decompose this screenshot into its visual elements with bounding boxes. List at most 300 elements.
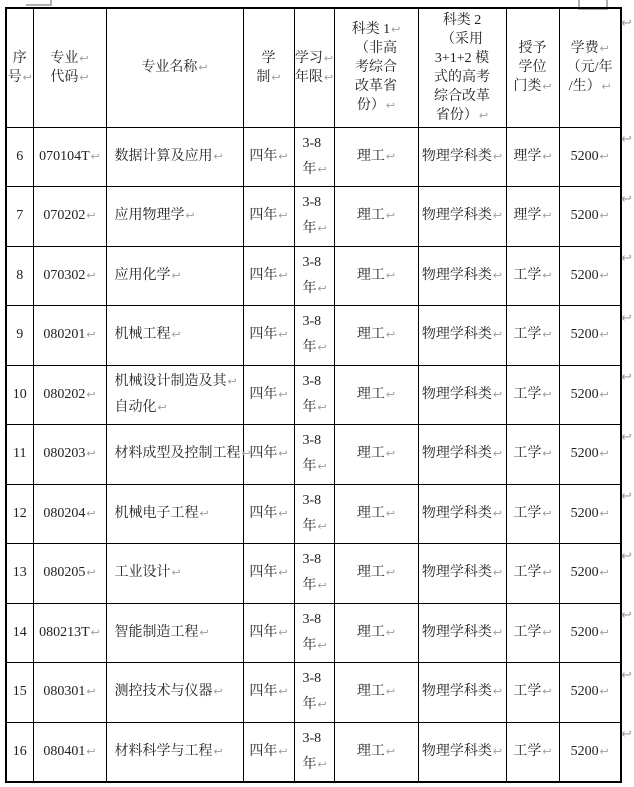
cell-cat2-line: [419, 620, 506, 646]
cell-cat2: [418, 246, 506, 306]
end-of-row-mark-icon: ↩: [621, 608, 632, 623]
header-cat1-text: （非高: [355, 41, 397, 57]
cell-years-line: [303, 514, 334, 540]
cell-length-text: 四年: [249, 267, 278, 283]
cell-years-text: 年: [302, 280, 317, 296]
cell-cat2-line: [419, 322, 506, 348]
cell-years-text: 3-8: [302, 611, 322, 627]
cell-cat2-line: [419, 382, 506, 408]
header-num-text: 序: [12, 50, 27, 66]
paragraph-mark-icon: ↩: [271, 70, 281, 84]
cell-code-line: [34, 203, 106, 229]
cell-cat1-text: 理工: [356, 386, 385, 402]
cell-cat1-text: 理工: [356, 446, 385, 462]
cell-num-text: 7: [16, 208, 24, 224]
cell-code: [33, 663, 106, 723]
cell-num: [6, 544, 33, 604]
cell-degree-text: 工学: [513, 565, 542, 581]
cell-fee: [559, 544, 621, 604]
cell-name: [106, 603, 243, 663]
cell-length-text: 四年: [249, 386, 278, 402]
paragraph-mark-icon: ↩: [90, 625, 100, 639]
header-cat2-text: 省份）: [435, 107, 478, 123]
cell-length-line: [244, 263, 294, 289]
cell-fee: [559, 484, 621, 544]
cell-fee-text: 5200: [570, 684, 599, 700]
paragraph-mark-icon: ↩: [86, 566, 96, 580]
header-cat2-text: 综合改革: [434, 88, 490, 104]
end-of-row-mark-icon: ↩: [621, 429, 632, 445]
header-name: [106, 8, 243, 127]
cell-fee-text: 5200: [570, 624, 599, 640]
cell-years: [294, 246, 334, 306]
cell-code: [33, 425, 106, 485]
cell-fee-text: 5200: [570, 148, 599, 164]
cell-fee-text: 5200: [570, 386, 599, 402]
header-fee-line: [560, 77, 621, 96]
cell-code-text: 080301: [43, 684, 86, 700]
cell-name-line: [115, 679, 243, 705]
cell-name-line: [115, 560, 243, 586]
cell-cat1-text: 理工: [356, 565, 385, 581]
paragraph-mark-icon: ↩: [601, 80, 611, 94]
table-body: [6, 127, 621, 782]
header-cat1-text: 考综合: [355, 60, 397, 76]
cell-length-line: [244, 560, 294, 586]
cell-name: [106, 127, 243, 187]
paragraph-mark-icon: ↩: [542, 625, 552, 639]
cell-years: [294, 544, 334, 604]
cell-years-text: 年: [302, 637, 317, 653]
cell-fee-line: [560, 620, 621, 646]
paragraph-mark-icon: ↩: [492, 447, 503, 461]
cell-fee-text: 5200: [570, 208, 599, 224]
cell-length: [243, 425, 294, 485]
cell-cat1-line: [335, 203, 418, 229]
cell-length-text: 四年: [249, 208, 278, 224]
cell-name: [106, 246, 243, 306]
cell-name-line: [115, 501, 243, 527]
cell-code: [33, 246, 106, 306]
cell-cat2-text: 物理学科类: [421, 208, 492, 224]
cell-num: [6, 722, 33, 782]
cell-cat1-text: 理工: [356, 624, 385, 640]
table-row: [6, 365, 621, 425]
cell-years: [294, 306, 334, 366]
cell-name-text: 材料科学与工程: [114, 743, 213, 759]
header-cat2-text: 3+1+2 模: [434, 50, 490, 66]
cell-fee: [559, 425, 621, 485]
cell-cat2-line: [419, 263, 506, 289]
cell-fee-text: 5200: [570, 743, 599, 759]
paragraph-mark-icon: ↩: [492, 268, 503, 282]
paragraph-mark-icon: ↩: [323, 51, 334, 65]
cell-code-line: [34, 501, 106, 527]
header-degree-line: [507, 58, 559, 77]
cell-degree: [506, 603, 559, 663]
paragraph-mark-icon: ↩: [86, 447, 96, 461]
header-cat2: [418, 8, 506, 127]
cell-cat2: [418, 306, 506, 366]
cell-fee-line: [560, 739, 621, 765]
cell-cat2-line: [419, 560, 506, 586]
cell-code: [33, 306, 106, 366]
cell-cat2-text: 物理学科类: [421, 565, 492, 581]
cell-cat2: [418, 603, 506, 663]
cell-cat2-text: 物理学科类: [421, 446, 492, 462]
paragraph-mark-icon: ↩: [492, 685, 503, 699]
cell-num: [6, 306, 33, 366]
paragraph-mark-icon: ↩: [213, 744, 223, 758]
header-name-text: 专业名称: [141, 60, 198, 76]
paragraph-mark-icon: ↩: [492, 625, 503, 639]
cell-degree-line: [507, 560, 559, 586]
cell-cat2-line: [419, 679, 506, 705]
cell-num-text: 14: [12, 624, 27, 640]
cell-years-line: [303, 454, 334, 480]
cell-degree-text: 工学: [513, 743, 542, 759]
cell-cat2-line: [419, 144, 506, 170]
cell-length-text: 四年: [249, 446, 278, 462]
header-degree-line: [507, 39, 559, 58]
cell-cat1: [334, 544, 418, 604]
cell-fee-line: [560, 144, 621, 170]
paragraph-mark-icon: ↩: [213, 149, 223, 163]
header-num-line: [7, 68, 33, 87]
paragraph-mark-icon: ↩: [86, 744, 96, 758]
paragraph-mark-icon: ↩: [599, 209, 609, 223]
cell-years-text: 3-8: [302, 254, 322, 270]
cell-degree-line: [507, 322, 559, 348]
cell-years-text: 年: [302, 340, 317, 356]
paragraph-mark-icon: ↩: [157, 400, 167, 414]
cell-num: [6, 603, 33, 663]
cell-cat1-line: [335, 382, 418, 408]
cell-length-text: 四年: [249, 505, 278, 521]
cell-fee: [559, 722, 621, 782]
paragraph-mark-icon: ↩: [599, 744, 609, 758]
paragraph-mark-icon: ↩: [317, 638, 327, 652]
cell-degree-text: 工学: [513, 684, 542, 700]
cell-code-text: 080401: [43, 743, 86, 759]
paragraph-mark-icon: ↩: [79, 51, 89, 65]
table-row: [6, 187, 621, 247]
header-years-text: 年限: [294, 69, 323, 85]
header-row: [6, 8, 621, 127]
cell-cat1-text: 理工: [356, 208, 385, 224]
paragraph-mark-icon: ↩: [86, 328, 96, 342]
paragraph-mark-icon: ↩: [79, 70, 89, 84]
cell-cat2-line: [419, 441, 506, 467]
cell-num-line: [7, 144, 33, 170]
paragraph-mark-icon: ↩: [542, 685, 552, 699]
cell-length: [243, 722, 294, 782]
paragraph-mark-icon: ↩: [22, 70, 32, 84]
paragraph-mark-icon: ↩: [86, 209, 96, 223]
cell-cat1-line: [335, 144, 418, 170]
cell-cat2: [418, 722, 506, 782]
header-num-line: [7, 49, 33, 68]
cell-name-text: 机械电子工程: [114, 505, 199, 521]
cell-cat2-text: 物理学科类: [421, 684, 492, 700]
cell-code: [33, 603, 106, 663]
cell-degree-text: 工学: [513, 267, 542, 283]
cell-degree: [506, 722, 559, 782]
cell-name-line: [115, 620, 243, 646]
paragraph-mark-icon: ↩: [199, 506, 209, 520]
end-of-row-mark-icon: ↩: [621, 310, 632, 326]
cell-code-line: [34, 144, 106, 170]
cell-length: [243, 484, 294, 544]
cell-years: [294, 127, 334, 187]
cell-cat1-line: [335, 263, 418, 289]
cell-code: [33, 722, 106, 782]
cell-num-text: 10: [12, 386, 27, 402]
cell-fee-line: [560, 679, 621, 705]
cell-length: [243, 603, 294, 663]
cell-degree: [506, 425, 559, 485]
header-num: [6, 8, 33, 127]
cell-length: [243, 246, 294, 306]
cell-cat1: [334, 365, 418, 425]
cell-years-line: [303, 395, 334, 421]
paragraph-mark-icon: ↩: [599, 685, 609, 699]
cell-name-line: [115, 322, 243, 348]
paragraph-mark-icon: ↩: [391, 23, 401, 37]
paragraph-mark-icon: ↩: [385, 685, 396, 699]
cell-degree: [506, 663, 559, 723]
cell-cat2-text: 物理学科类: [421, 327, 492, 343]
cell-years-line: [303, 131, 334, 157]
cell-years-line: [303, 276, 334, 302]
cell-name-line: [115, 203, 243, 229]
paragraph-mark-icon: ↩: [198, 61, 208, 75]
cell-cat2: [418, 187, 506, 247]
cell-code-text: 070302: [43, 267, 86, 283]
cell-length: [243, 306, 294, 366]
cell-cat1: [334, 722, 418, 782]
cell-length-text: 四年: [249, 565, 278, 581]
header-cat2-line: [419, 11, 506, 30]
cell-code-line: [34, 620, 106, 646]
cropped-artifact-left: [26, 0, 52, 6]
cell-years-line: [303, 190, 334, 216]
cell-cat1: [334, 425, 418, 485]
cell-num-text: 6: [16, 148, 24, 164]
paragraph-mark-icon: ↩: [385, 566, 396, 580]
cell-degree-text: 工学: [513, 386, 542, 402]
end-of-row-mark-icon: ↩: [621, 132, 632, 147]
cell-years-text: 年: [302, 161, 317, 177]
paragraph-mark-icon: ↩: [317, 400, 327, 414]
header-cat1-text: 份）: [356, 98, 385, 114]
cell-num-text: 16: [12, 743, 27, 759]
header-code: [33, 8, 106, 127]
cell-degree: [506, 365, 559, 425]
cell-years: [294, 663, 334, 723]
paragraph-mark-icon: ↩: [385, 387, 396, 401]
cell-code: [33, 365, 106, 425]
cell-years-text: 年: [302, 221, 317, 237]
cell-length: [243, 663, 294, 723]
cell-name: [106, 306, 243, 366]
header-length-text: 学: [261, 50, 276, 66]
cell-years: [294, 484, 334, 544]
header-cat2-text: 科类 2: [442, 12, 482, 28]
table-row: [6, 127, 621, 187]
cell-num: [6, 246, 33, 306]
cell-years-text: 3-8: [302, 730, 322, 746]
paragraph-mark-icon: ↩: [213, 685, 223, 699]
cell-cat1-line: [335, 322, 418, 348]
cell-degree-line: [507, 441, 559, 467]
paragraph-mark-icon: ↩: [185, 209, 195, 223]
paragraph-mark-icon: ↩: [317, 579, 327, 593]
cell-num-line: [7, 679, 33, 705]
table-row: [6, 544, 621, 604]
cell-years-text: 3-8: [302, 492, 322, 508]
cell-code-text: 080204: [43, 505, 86, 521]
cell-years: [294, 365, 334, 425]
cell-years-line: [303, 250, 334, 276]
header-cat2-text: 式的高考: [434, 69, 490, 85]
cell-cat1: [334, 127, 418, 187]
paragraph-mark-icon: ↩: [599, 387, 609, 401]
paragraph-mark-icon: ↩: [86, 387, 96, 401]
header-code-line: [34, 68, 106, 87]
cell-degree-text: 理学: [513, 148, 542, 164]
cell-cat1-text: 理工: [356, 743, 385, 759]
cell-name-text: 机械工程: [114, 327, 171, 343]
paragraph-mark-icon: ↩: [492, 506, 503, 520]
header-name-line: [107, 58, 243, 77]
cell-years-text: 年: [302, 399, 317, 415]
paragraph-mark-icon: ↩: [171, 328, 181, 342]
cell-degree: [506, 306, 559, 366]
cell-cat2: [418, 365, 506, 425]
header-fee: [559, 8, 621, 127]
cell-fee: [559, 187, 621, 247]
cell-fee: [559, 246, 621, 306]
cell-degree: [506, 127, 559, 187]
cell-degree: [506, 246, 559, 306]
cell-degree-text: 工学: [513, 446, 542, 462]
end-of-row-mark-icon: ↩: [621, 16, 632, 31]
header-cat1-line: [335, 20, 418, 39]
cell-years-line: [303, 335, 334, 361]
cell-name-text: 材料成型及控制工程: [114, 446, 241, 462]
cell-length-line: [244, 501, 294, 527]
cell-years-line: [303, 488, 334, 514]
paragraph-mark-icon: ↩: [317, 757, 327, 771]
cell-cat1-line: [335, 441, 418, 467]
header-cat2-line: [419, 30, 506, 49]
header-cat2-line: [419, 49, 506, 68]
header-cat1-text: 改革省: [355, 79, 397, 95]
cell-length-text: 四年: [249, 148, 278, 164]
cell-degree-text: 工学: [513, 624, 542, 640]
paragraph-mark-icon: ↩: [542, 447, 552, 461]
paragraph-mark-icon: ↩: [278, 744, 288, 758]
cell-cat1: [334, 246, 418, 306]
table-header: [6, 8, 621, 127]
cell-name-line: [115, 739, 243, 765]
header-code-line: [34, 49, 106, 68]
paragraph-mark-icon: ↩: [385, 447, 396, 461]
cell-cat1-line: [335, 739, 418, 765]
header-years: [294, 8, 334, 127]
paragraph-mark-icon: ↩: [478, 108, 489, 122]
paragraph-mark-icon: ↩: [323, 70, 334, 84]
paragraph-mark-icon: ↩: [317, 341, 327, 355]
cell-years-line: [303, 428, 334, 454]
cell-num-line: [7, 560, 33, 586]
cell-length-text: 四年: [249, 327, 278, 343]
paragraph-mark-icon: ↩: [542, 506, 552, 520]
paragraph-mark-icon: ↩: [599, 447, 609, 461]
cell-years-line: [303, 726, 334, 752]
cell-cat2-text: 物理学科类: [421, 267, 492, 283]
paragraph-mark-icon: ↩: [86, 268, 96, 282]
paragraph-mark-icon: ↩: [385, 209, 396, 223]
cell-years-text: 年: [302, 697, 317, 713]
cell-years: [294, 722, 334, 782]
header-fee-line: [560, 39, 621, 58]
cell-cat1: [334, 484, 418, 544]
cell-fee: [559, 365, 621, 425]
paragraph-mark-icon: ↩: [227, 374, 237, 388]
cell-years-text: 年: [302, 756, 317, 772]
cell-num-line: [7, 739, 33, 765]
paragraph-mark-icon: ↩: [278, 149, 288, 163]
cell-cat1-line: [335, 560, 418, 586]
cell-length-line: [244, 203, 294, 229]
cell-length: [243, 127, 294, 187]
paragraph-mark-icon: ↩: [278, 447, 288, 461]
cell-name-line: [115, 263, 243, 289]
table-row: [6, 425, 621, 485]
header-cat1-line: [335, 77, 418, 96]
end-of-row-mark-icon: ↩: [621, 251, 632, 266]
cell-cat2: [418, 127, 506, 187]
cell-num: [6, 663, 33, 723]
header-code-text: 代码: [50, 69, 79, 85]
cell-code-text: 080201: [43, 327, 86, 343]
paragraph-mark-icon: ↩: [171, 268, 181, 282]
cell-years-text: 年: [302, 459, 317, 475]
cell-length-line: [241, 441, 294, 467]
cell-years-line: [303, 369, 334, 395]
cell-years-text: 3-8: [302, 314, 322, 330]
paragraph-mark-icon: ↩: [317, 460, 327, 474]
cell-fee: [559, 127, 621, 187]
cell-cat2-text: 物理学科类: [421, 624, 492, 640]
cell-cat2-line: [419, 739, 506, 765]
paragraph-mark-icon: ↩: [199, 625, 209, 639]
cell-years-line: [303, 752, 334, 778]
cell-num-text: 12: [12, 505, 27, 521]
cell-cat1-text: 理工: [356, 267, 385, 283]
header-fee-text: （元/年: [566, 60, 613, 76]
cell-name-text: 自动化: [114, 399, 157, 415]
cell-length-text: 四年: [249, 624, 278, 640]
cell-degree-text: 理学: [513, 208, 542, 224]
paragraph-mark-icon: ↩: [542, 328, 552, 342]
cell-length-line: [244, 382, 294, 408]
paragraph-mark-icon: ↩: [385, 625, 396, 639]
cell-length-line: [244, 739, 294, 765]
header-cat2-text: （采用: [441, 31, 483, 47]
